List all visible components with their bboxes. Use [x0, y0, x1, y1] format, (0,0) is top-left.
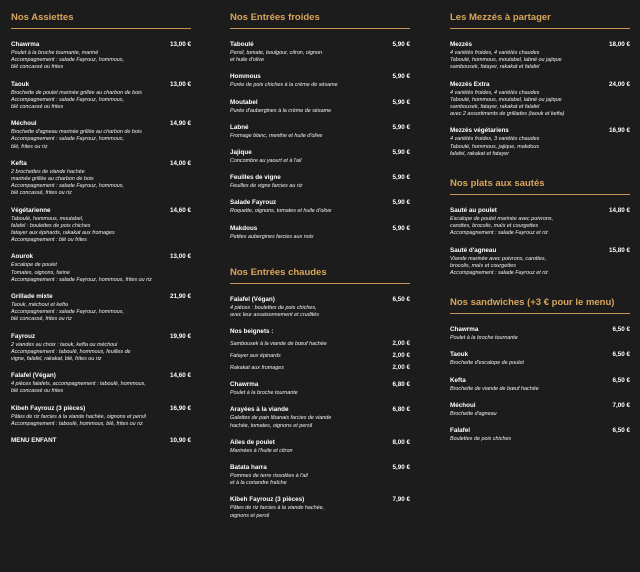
item-description [230, 305, 410, 319]
item-price: 5,90 € [392, 174, 410, 182]
menu-item [450, 326, 630, 342]
description-line: et huile d'olive [230, 57, 264, 64]
menu-item [11, 81, 191, 112]
item-description [450, 256, 630, 278]
menu-item [230, 41, 410, 64]
section-title: Les Mezzés à partager [450, 12, 630, 29]
item-price: 8,00 € [392, 438, 410, 446]
item-description [230, 473, 410, 487]
item-price: 2,00 € [392, 352, 410, 360]
description-line: vigne, falafel, rakakat, blé, frites ou riz [11, 356, 102, 363]
menu-item [230, 99, 410, 115]
description-line: Purée de pois chiches à la crème de sésame [230, 82, 338, 89]
item-name: Ailes de poulet [230, 438, 275, 446]
item-price: 16,90 € [608, 127, 630, 135]
item-list [11, 41, 191, 445]
item-price: 5,90 € [392, 224, 410, 232]
description-line: Boulettes de pois chiches [450, 436, 512, 443]
beignet-row [230, 364, 410, 372]
section-entrees-froides [230, 12, 410, 241]
description-line: Pâtes de riz farcies à la viande hachée, oignons et persil [11, 413, 146, 420]
item-price: 6,50 € [612, 427, 630, 435]
description-line: Poulet à la broche tournante, mariné [11, 50, 99, 56]
section-mezzes [450, 12, 630, 158]
item-name: MENU ENFANT [11, 437, 57, 445]
item-price: 5,90 € [392, 199, 410, 207]
item-price: 14,80 € [608, 207, 630, 215]
description-line: Accompagnement : salade Fayrouz, hommous, [11, 136, 124, 143]
description-line: Pommes de terre rissolées à l'ail [230, 473, 308, 480]
description-line: Accompagnement : taboulé, hommous, blé, frites ou riz [11, 420, 143, 427]
description-line: Escalope de poulet [11, 262, 57, 269]
menu-item [450, 402, 630, 418]
description-line: Accompagnement : salade Fayrouz et riz [450, 230, 548, 237]
item-name: Méchoui [11, 120, 37, 128]
item-description [230, 234, 410, 241]
menu-item [230, 406, 410, 429]
item-description [11, 262, 191, 284]
item-name: Taboulé [230, 41, 254, 48]
item-description [230, 158, 410, 165]
item-name: Kefta [11, 159, 27, 167]
item-description [11, 302, 191, 324]
description-line: Brochette d'escalope de poulet [450, 360, 524, 367]
item-name: Batata harra [230, 464, 267, 472]
description-line: blé, frites ou riz [11, 143, 48, 150]
description-line: falafel, rakakat et fatayer [450, 150, 510, 157]
description-line: Brochette d'agneau marinée grillée au charbon de bois [11, 129, 142, 136]
item-name: Taouk [11, 80, 30, 88]
item-name: Chawrma [230, 381, 259, 389]
item-price: 13,00 € [169, 41, 191, 48]
menu-item [230, 124, 410, 140]
description-line: Taouk, méchoui et kefta [11, 302, 69, 309]
description-line: Brochette de viande de bœuf hachée [450, 385, 539, 392]
description-line: Accompagnement : salade Fayrouz, hommous, [11, 96, 124, 103]
item-price: 13,00 € [169, 253, 191, 261]
description-line: blé concassé, frites ou riz [11, 316, 72, 323]
item-price: 14,90 € [169, 120, 191, 128]
item-description [450, 335, 630, 342]
item-name: Sauté au poulet [450, 207, 497, 215]
item-description [230, 390, 410, 397]
description-line: Accompagnement : blé ou frites [11, 237, 87, 244]
item-price: 24,00 € [608, 80, 630, 88]
section-title: Nos Assiettes [11, 12, 191, 29]
item-price: 14,60 € [169, 206, 191, 214]
section-title: Nos plats aux sautés [450, 178, 630, 195]
menu-item [230, 296, 410, 319]
item-description [11, 216, 191, 245]
item-name: Mezzés végétariens [450, 127, 509, 135]
item-name: Feuilles de vigne [230, 174, 281, 182]
description-line: brocolis, maïs et courgettes [450, 262, 516, 269]
item-list [230, 41, 410, 241]
item-name: Chawrma [11, 41, 40, 48]
description-line: Escalope de poulet marinée avec poivrons, [450, 216, 554, 223]
item-description [11, 381, 191, 395]
description-line: Taboulé, hommous, jajique, makdous [450, 143, 540, 150]
description-line: Petites aubergines farcies aux noix [230, 233, 314, 240]
description-line: Viande marinée avec poivrons, carottes, [450, 255, 547, 262]
description-line: Accompagnement : salade Fayrouz et riz [450, 270, 548, 277]
menu-item [450, 377, 630, 393]
menu-item [11, 120, 191, 151]
section-entrees-chaudes [230, 267, 410, 520]
item-description [450, 436, 630, 443]
item-description [11, 169, 191, 198]
menu-item [11, 253, 191, 284]
item-name: Mezzés [450, 41, 473, 48]
description-line: 2 viandes au choix : taouk, kefta ou méchoui [11, 341, 118, 348]
description-line: Brochette d'agneau [450, 410, 497, 417]
menu-item [11, 207, 191, 245]
item-price: 6,80 € [392, 381, 410, 389]
item-description [230, 108, 410, 115]
description-line: 2 brochettes de viande hachée [11, 168, 85, 175]
description-line: Brochette de poulet marinée grillée au charbon de bois [11, 89, 142, 96]
beignet-row [230, 352, 410, 360]
menu-item [230, 73, 410, 89]
menu-item [11, 372, 191, 395]
item-price: 7,90 € [392, 496, 410, 504]
description-line: Purée d'aubergines à la crème de sésame [230, 107, 332, 114]
item-price: 21,90 € [169, 293, 191, 301]
column-middle [230, 12, 410, 538]
item-description [230, 82, 410, 89]
item-name: Kefta [450, 376, 466, 384]
menu-item [11, 437, 191, 445]
description-line: carottes, brocolis, maïs et courgettes [450, 223, 539, 230]
description-line: hachée, tomates, oignons et persil [230, 422, 313, 429]
menu-item [11, 293, 191, 324]
item-name: Nos beignets : [230, 328, 274, 336]
item-price: 7,00 € [612, 401, 630, 409]
item-price: 6,50 € [612, 376, 630, 384]
menu-item [230, 464, 410, 487]
item-description [230, 415, 410, 429]
item-name: Chawrma [450, 326, 479, 334]
description-line: avec leur assaisonnement et crudités [230, 312, 319, 319]
description-line: Pâtes de riz farcies à la viande hachée, [230, 505, 325, 512]
menu-item [450, 351, 630, 367]
item-description [11, 90, 191, 112]
item-description [450, 386, 630, 393]
description-line: blé concassé ou frites [11, 388, 64, 395]
item-description [450, 360, 630, 367]
description-line: Galettes de pain libanais farcies de viande [230, 415, 332, 422]
item-name: Salade Fayrouz [230, 199, 277, 207]
item-price: 6,50 € [612, 326, 630, 334]
item-price: 5,90 € [392, 41, 410, 48]
description-line: blé concassé, frites ou riz [11, 190, 72, 197]
description-line: Poulet à la broche tournante [450, 335, 518, 342]
item-description [230, 50, 410, 64]
description-line: Poulet à la broche tournante [230, 390, 298, 397]
item-price: 18,00 € [608, 41, 630, 48]
item-price: 10,90 € [169, 437, 191, 445]
item-description [11, 414, 191, 428]
description-line: Concombre au yaourt et à l'ail [230, 158, 302, 165]
item-description [11, 342, 191, 364]
description-line: 4 variétés froides, 4 variétés chaudes [450, 50, 540, 56]
description-line: Tomates, oignons, farine [11, 269, 70, 276]
item-description [230, 208, 410, 215]
item-description [11, 50, 191, 72]
item-name: Labné [230, 123, 249, 131]
item-name: Jajique [230, 149, 252, 157]
item-description [450, 411, 630, 418]
column-right [450, 12, 630, 461]
beignet-label: Sambousek à la viande de bœuf hachée [230, 341, 327, 348]
menu-item [230, 439, 410, 455]
item-description [450, 90, 630, 119]
menu-item [230, 174, 410, 190]
description-line: Marinées à l'huile et citron [230, 447, 293, 454]
item-price: 2,00 € [392, 340, 410, 348]
description-line: Taboulé, hommous, moutabel, labné ou jajique [450, 57, 562, 64]
beignets-group [230, 328, 410, 372]
description-line: Taboulé, hommous, moutabel, [11, 215, 84, 222]
description-line: sambousek, fatayer, rakakat et falafel [450, 64, 540, 71]
section-assiettes [11, 12, 191, 445]
item-name: Kibeh Fayrouz (3 pièces) [230, 496, 305, 504]
description-line: Fromage blanc, menthe et huile d'olive [230, 132, 323, 139]
item-name: Hommous [230, 73, 261, 81]
item-name: Fayrouz [11, 332, 36, 340]
description-line: Persil, tomate, boulgour, citron, oignon [230, 50, 322, 56]
item-name: Falafel [450, 427, 470, 435]
description-line: Taboulé, hommous, moutabel, labné ou jajique [450, 96, 562, 103]
beignet-label: Rakakat aux fromages [230, 365, 284, 372]
description-line: marinée grillée au charbon de bois [11, 176, 94, 183]
item-price: 16,90 € [169, 404, 191, 412]
menu-item [230, 199, 410, 215]
item-name: Moutabel [230, 98, 258, 106]
item-description [450, 216, 630, 238]
item-price: 14,00 € [169, 159, 191, 167]
item-list [230, 381, 410, 520]
beignet-row [230, 340, 410, 348]
item-name: Kibeh Fayrouz (3 pièces) [11, 404, 86, 412]
description-line: blé concassé ou frites [11, 104, 64, 111]
description-line: Roquette, oignons, tomates et huile d'olive [230, 208, 332, 215]
menu-item [230, 149, 410, 165]
menu-item [450, 41, 630, 72]
item-price: 5,90 € [392, 123, 410, 131]
item-price: 14,60 € [169, 372, 191, 380]
description-line: et à la coriandre fraîche [230, 480, 287, 487]
item-name: Arayées à la viande [230, 406, 289, 414]
item-name: Mezzés Extra [450, 80, 490, 88]
item-name: Méchoui [450, 401, 476, 409]
description-line: Accompagnement : taboulé, hommous, feuilles de [11, 348, 131, 355]
beignet-label: Fatayer aux épinards [230, 353, 281, 360]
description-line: oignons et persil [230, 512, 270, 519]
section-title: Nos Entrées froides [230, 12, 410, 29]
menu-item [11, 405, 191, 428]
description-line: Accompagnement : salade Fayrouz, hommous, frites ou riz [11, 276, 152, 283]
item-description [230, 505, 410, 519]
description-line: Accompagnement : salade Fayrouz, hommous, [11, 57, 124, 64]
item-description [230, 133, 410, 140]
column-left [11, 12, 191, 463]
description-line: Accompagnement : salade Fayrouz, hommous, [11, 183, 124, 190]
section-title: Nos Entrées chaudes [230, 267, 410, 284]
menu-item [11, 41, 191, 72]
description-line: avec 2 assortiments de grillades (taouk et kefta) [450, 111, 565, 118]
menu-item [11, 333, 191, 364]
menu-item [11, 160, 191, 198]
description-line: sambousek, fatayer, rakakat et falafel [450, 104, 540, 111]
item-list [450, 41, 630, 158]
menu-item [450, 81, 630, 119]
item-price: 5,90 € [392, 149, 410, 157]
description-line: blé concassé ou frites [11, 64, 64, 71]
description-line: fatayer aux épinards, rakakat aux fromages [11, 230, 115, 237]
description-line: 4 variétés froides, 3 variétés chaudes [450, 136, 540, 143]
item-price: 13,00 € [169, 80, 191, 88]
item-price: 6,80 € [392, 406, 410, 414]
description-line: Feuilles de vigne farcies au riz [230, 183, 303, 190]
item-name: Grillade mixte [11, 293, 53, 301]
menu-item [450, 207, 630, 238]
item-name: Falafel (Végan) [11, 372, 56, 380]
item-name: Falafel (Végan) [230, 295, 275, 303]
item-price: 6,50 € [612, 351, 630, 359]
item-description [450, 50, 630, 72]
menu-item [450, 247, 630, 278]
menu-item [230, 225, 410, 241]
description-line: 4 pièces : boulettes de pois chiches, [230, 304, 317, 311]
item-description [230, 183, 410, 190]
item-price: 6,50 € [392, 295, 410, 303]
item-name: Aourok [11, 253, 34, 261]
item-description [11, 129, 191, 151]
item-name: Végétarienne [11, 206, 51, 214]
item-price: 5,90 € [392, 73, 410, 81]
section-sautes [450, 178, 630, 277]
item-description [450, 136, 630, 158]
description-line: Accompagnement : salade Fayrouz, hommous, [11, 309, 124, 316]
item-price: 5,90 € [392, 464, 410, 472]
menu-item [450, 127, 630, 158]
item-price: 19,90 € [169, 332, 191, 340]
item-price: 2,00 € [392, 364, 410, 372]
item-price: 5,90 € [392, 98, 410, 106]
menu-item [450, 427, 630, 443]
item-list [450, 207, 630, 277]
section-sandwiches [450, 297, 630, 443]
item-price: 15,80 € [608, 246, 630, 254]
item-name: Sauté d'agneau [450, 246, 497, 254]
item-name: Taouk [450, 351, 469, 359]
description-line: 4 variétés froides, 4 variétés chaudes [450, 89, 540, 96]
section-title: Nos sandwiches (+3 € pour le menu) [450, 297, 630, 314]
item-description [230, 448, 410, 455]
menu-item [230, 381, 410, 397]
item-name: Makdous [230, 224, 258, 232]
menu-item [230, 496, 410, 519]
item-list [450, 326, 630, 443]
description-line: falafel : boulettes de pois chiches [11, 222, 91, 229]
description-line: 4 pièces falafels, accompagnement : taboulé, hommous, [11, 381, 146, 388]
